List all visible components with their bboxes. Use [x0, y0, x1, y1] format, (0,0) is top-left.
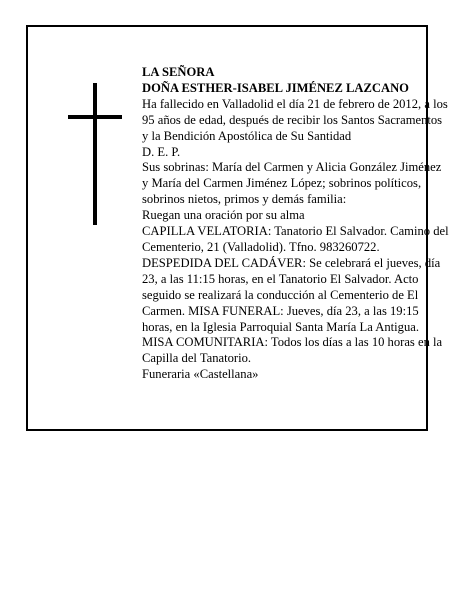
prayer-request: Ruegan una oración por su alma: [142, 208, 305, 223]
obituary-notice: [26, 25, 449, 431]
community-mass: MISA COMUNITARIA: Todos los días a las 10 horas en la Capilla del Tanatorio.: [142, 335, 443, 366]
notice-text: [142, 65, 450, 383]
chapel-info: CAPILLA VELATORIA: Tanatorio El Salvador. Camino del Cementerio, 21 (Valladolid). Tfno. 983260722.: [142, 224, 449, 254]
cross-icon: [68, 83, 122, 225]
notice-heading: LA SEÑORA: [142, 65, 215, 79]
cross-horizontal-bar: [68, 115, 122, 119]
family-members: Sus sobrinas: María del Carmen y Alicia González Jiménez y María del Carmen Jiménez López; sobrinos políticos, sobrinos nietos, primos y demás familia:: [142, 160, 442, 207]
rest-in-peace: D. E. P.: [142, 144, 181, 159]
cross-vertical-bar: [93, 83, 97, 225]
funeral-home: Funeraria «Castellana»: [142, 367, 259, 382]
deceased-name: DOÑA ESTHER-ISABEL JIMÉNEZ LAZCANO: [142, 80, 409, 95]
farewell-info: DESPEDIDA DEL CADÁVER: Se celebrará el jueves, día 23, a las 11:15 horas, en el Tanatorio El Salvador. Acto seguido se realizará la conducción al Cementerio de El Carmen. MISA FUNERAL: Jueves, día 23, a las 19:15 horas, en la Iglesia Parroquial Santa María La Antigua.: [142, 255, 441, 334]
death-announcement: Ha fallecido en Valladolid el día 21 de febrero de 2012, a los 95 años de edad, después de recibir los Santos Sacramentos y la Bendición Apostólica de Su Santidad: [142, 96, 448, 143]
